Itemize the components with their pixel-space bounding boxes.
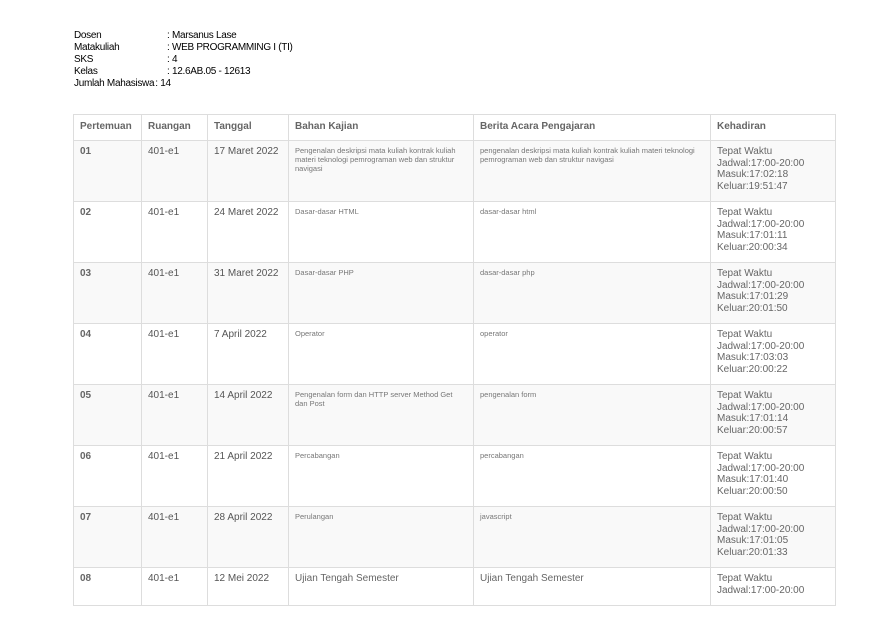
kehadiran-status: Tepat Waktu (717, 329, 773, 340)
cell-ruangan: 401-e1 (142, 385, 208, 446)
cell-berita-acara: pengenalan deskripsi mata kuliah kontrak kuliah materi teknologi pemrograman web dan struktur navigasi (474, 141, 711, 202)
kehadiran-keluar: Keluar:20:00:57 (717, 424, 788, 436)
kehadiran-keluar: Keluar:20:00:34 (717, 241, 788, 253)
header-pertemuan: Pertemuan (74, 115, 142, 141)
cell-ruangan: 401-e1 (142, 324, 208, 385)
cell-kehadiran (711, 568, 836, 606)
kehadiran-masuk: Masuk:17:02:18 (717, 169, 789, 180)
cell-bahan-kajian: Dasar-dasar PHP (289, 263, 474, 324)
cell-pertemuan: 06 (74, 446, 142, 507)
table-row (74, 385, 836, 446)
info-row-kelas (74, 66, 293, 78)
cell-ruangan: 401-e1 (142, 507, 208, 568)
cell-tanggal: 7 April 2022 (208, 324, 289, 385)
kehadiran-masuk: Masuk:17:03:03 (717, 352, 789, 363)
cell-pertemuan: 05 (74, 385, 142, 446)
cell-kehadiran (711, 141, 836, 202)
table-row (74, 568, 836, 606)
table-row (74, 324, 836, 385)
header-tanggal: Tanggal (208, 115, 289, 141)
cell-bahan-kajian: Operator (289, 324, 474, 385)
cell-berita-acara: percabangan (474, 446, 711, 507)
table-row (74, 202, 836, 263)
cell-pertemuan: 01 (74, 141, 142, 202)
info-row-sks (74, 54, 293, 66)
kehadiran-status: Tepat Waktu (717, 451, 773, 462)
kehadiran-masuk: Masuk:17:01:40 (717, 474, 789, 485)
kehadiran-status: Tepat Waktu (717, 146, 773, 157)
cell-berita-acara: dasar-dasar php (474, 263, 711, 324)
cell-ruangan: 401-e1 (142, 263, 208, 324)
cell-tanggal: 17 Maret 2022 (208, 141, 289, 202)
kehadiran-jadwal: Jadwal:17:00-20:00 (717, 157, 805, 169)
kehadiran-keluar: Keluar:20:00:50 (717, 485, 788, 497)
kehadiran-status: Tepat Waktu (717, 573, 773, 584)
kehadiran-jadwal: Jadwal:17:00-20:00 (717, 340, 805, 352)
cell-berita-acara: javascript (474, 507, 711, 568)
cell-kehadiran (711, 385, 836, 446)
kehadiran-keluar: Keluar:19:51:47 (717, 180, 788, 192)
cell-bahan-kajian: Pengenalan deskripsi mata kuliah kontrak kuliah materi teknologi pemrograman web dan struktur navigasi (289, 141, 474, 202)
table-header-row (74, 115, 836, 141)
cell-kehadiran (711, 324, 836, 385)
cell-tanggal: 21 April 2022 (208, 446, 289, 507)
cell-ruangan: 401-e1 (142, 202, 208, 263)
cell-kehadiran (711, 263, 836, 324)
info-label: Jumlah Mahasiswa (74, 78, 155, 89)
kehadiran-keluar: Keluar:20:01:50 (717, 302, 788, 314)
info-row-matakuliah (74, 42, 293, 54)
kehadiran-jadwal: Jadwal:17:00-20:00 (717, 523, 805, 535)
header-ruangan: Ruangan (142, 115, 208, 141)
cell-berita-acara: Ujian Tengah Semester (474, 568, 711, 606)
info-label: SKS (74, 54, 94, 65)
info-value: : 4 (167, 54, 178, 65)
table-row (74, 507, 836, 568)
cell-kehadiran (711, 202, 836, 263)
info-row-dosen (74, 30, 293, 42)
info-label: Kelas (74, 66, 98, 77)
cell-tanggal: 12 Mei 2022 (208, 568, 289, 606)
cell-berita-acara: dasar-dasar html (474, 202, 711, 263)
attendance-table (73, 114, 836, 606)
cell-berita-acara: pengenalan form (474, 385, 711, 446)
table-row (74, 263, 836, 324)
table-row (74, 141, 836, 202)
cell-tanggal: 28 April 2022 (208, 507, 289, 568)
kehadiran-status: Tepat Waktu (717, 512, 773, 523)
info-value: : 12.6AB.05 - 12613 (167, 66, 251, 77)
kehadiran-status: Tepat Waktu (717, 268, 773, 279)
kehadiran-masuk: Masuk:17:01:05 (717, 535, 789, 546)
cell-tanggal: 24 Maret 2022 (208, 202, 289, 263)
cell-ruangan: 401-e1 (142, 568, 208, 606)
cell-ruangan: 401-e1 (142, 446, 208, 507)
info-value: : WEB PROGRAMMING I (TI) (167, 42, 293, 53)
info-value: : Marsanus Lase (167, 30, 237, 41)
kehadiran-jadwal: Jadwal:17:00-20:00 (717, 462, 805, 474)
header-kehadiran: Kehadiran (711, 115, 836, 141)
cell-berita-acara: operator (474, 324, 711, 385)
kehadiran-keluar: Keluar:20:01:33 (717, 546, 788, 558)
cell-bahan-kajian: Dasar-dasar HTML (289, 202, 474, 263)
cell-pertemuan: 02 (74, 202, 142, 263)
kehadiran-jadwal: Jadwal:17:00-20:00 (717, 218, 805, 230)
course-info (74, 30, 293, 90)
kehadiran-masuk: Masuk:17:01:29 (717, 291, 789, 302)
cell-pertemuan: 04 (74, 324, 142, 385)
info-row-jumlah-mahasiswa (74, 78, 293, 90)
kehadiran-masuk: Masuk:17:01:14 (717, 413, 789, 424)
cell-bahan-kajian: Pengenalan form dan HTTP server Method Get dan Post (289, 385, 474, 446)
kehadiran-status: Tepat Waktu (717, 390, 773, 401)
cell-bahan-kajian: Perulangan (289, 507, 474, 568)
kehadiran-masuk: Masuk:17:01:11 (717, 230, 788, 241)
cell-pertemuan: 07 (74, 507, 142, 568)
header-bahan-kajian: Bahan Kajian (289, 115, 474, 141)
table-row (74, 446, 836, 507)
cell-pertemuan: 03 (74, 263, 142, 324)
cell-bahan-kajian: Ujian Tengah Semester (289, 568, 474, 606)
cell-kehadiran (711, 507, 836, 568)
cell-tanggal: 14 April 2022 (208, 385, 289, 446)
kehadiran-jadwal: Jadwal:17:00-20:00 (717, 279, 805, 291)
info-label: Dosen (74, 30, 102, 41)
kehadiran-keluar: Keluar:20:00:22 (717, 363, 788, 375)
kehadiran-status: Tepat Waktu (717, 207, 773, 218)
kehadiran-jadwal: Jadwal:17:00-20:00 (717, 401, 805, 413)
cell-kehadiran (711, 446, 836, 507)
cell-bahan-kajian: Percabangan (289, 446, 474, 507)
info-label: Matakuliah (74, 42, 120, 53)
cell-ruangan: 401-e1 (142, 141, 208, 202)
header-berita-acara: Berita Acara Pengajaran (474, 115, 711, 141)
cell-pertemuan: 08 (74, 568, 142, 606)
kehadiran-jadwal: Jadwal:17:00-20:00 (717, 584, 805, 596)
info-value: : 14 (155, 78, 171, 89)
cell-tanggal: 31 Maret 2022 (208, 263, 289, 324)
